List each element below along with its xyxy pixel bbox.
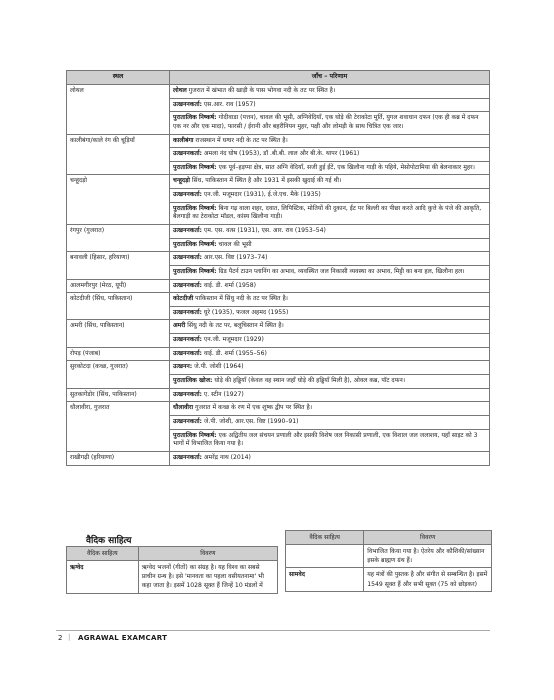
finding-label: उत्खननकर्ता: [173, 191, 202, 199]
table-row [67, 112, 490, 134]
vedic-header-row [286, 531, 492, 545]
vedic-desc: विभाजित किया गया है। ऐतरेय और कौशिकी/सांख्यान इसके ब्राह्मण ग्रंथ हैं। [364, 545, 492, 568]
vedic-name [286, 545, 364, 568]
site-name-cell [67, 415, 170, 429]
table-row [67, 361, 490, 375]
finding-cell [170, 112, 490, 134]
finding-cell [170, 148, 490, 162]
site-name-cell: सुरकोटदा (कच्छ, गुजरात) [67, 361, 170, 375]
site-name-cell [67, 189, 170, 203]
table-row [67, 202, 490, 224]
vedic-desc: ऋग्वेद भजनों (गीतों) का संग्रह है। यह विश्व का सबसे प्राचीन ग्रन्थ है। इसे 'मानवता का पहला वसीयतनामा' भी कहा जाता है। इसमें 1028 सूक्त हैं जिन्हें 10 मंडलों में [138, 561, 277, 593]
finding-cell [170, 415, 490, 429]
vedic-name: ऋग्वेद [67, 561, 139, 593]
finding-cell [170, 202, 490, 224]
finding-cell [170, 306, 490, 320]
table-row [67, 161, 490, 175]
finding-text: एस.आर. राव (1957) [201, 100, 256, 108]
finding-text: अमला नंद घोष (1953), डॉ .बी.बी. लाल और बी.के. थापर (1961) [201, 150, 360, 158]
finding-text: पाकिस्तान में सिंधु नदी के तट पर स्थित है। [193, 295, 288, 303]
table-row [67, 252, 490, 266]
finding-cell [170, 375, 490, 389]
vedic-desc: यह मंत्रों की पुस्तक है और संगीत से सम्बन्धित है। इसमें 1549 सूक्त हैं और सभी सूक्त (75 को छोड़कर) [364, 568, 492, 591]
finding-text: आर.एस. विष्ट (1973–74) [201, 254, 268, 262]
site-name-cell: रंगपुर (गुजरात) [67, 224, 170, 238]
finding-text: राजस्थान में घग्घर नदी के तट पर स्थित है। [193, 136, 288, 144]
site-name-cell [67, 161, 170, 175]
site-name-cell: अमरी (सिंध, पाकिस्तान) [67, 320, 170, 334]
vedic-name: सामवेद [286, 568, 364, 591]
site-name-cell [67, 148, 170, 162]
table-row [67, 320, 490, 334]
site-name-cell: रोपड़ (पंजाब) [67, 347, 170, 361]
finding-text: एक अद्वितीय जल संचयन प्रणाली और इसकी विशेष जल निकासी प्रणाली, एक विशाल जल जलाशय, यहाँ साइट को 3 भागों में विभाजित किया गया है। [173, 431, 478, 448]
site-name-cell: चन्हूदड़ो [67, 175, 170, 189]
finding-cell [170, 189, 490, 203]
table-row [67, 334, 490, 348]
site-name-cell [67, 98, 170, 112]
finding-text: ए. स्टीन (1927) [201, 390, 244, 398]
finding-cell [170, 361, 490, 375]
table-row [67, 415, 490, 429]
finding-text: एन.जी. मजूमदार (1931), ई.जे.एच. मैके (1935) [201, 191, 321, 199]
finding-text: अमरेंद्र नाथ (2014) [201, 453, 251, 461]
finding-text: एम. एस. वत्स (1931), एस. आर. राव (1953–54) [201, 226, 326, 234]
site-name-cell: आलमगीरपुर (मेरठ, यूपी) [67, 279, 170, 293]
finding-label: उत्खननकर्ता: [173, 336, 202, 344]
table-row [67, 388, 490, 402]
brand-logo-text: AGRAWAL EXAMCART [78, 634, 168, 642]
finding-label: उत्खननकर्ता: [173, 390, 202, 398]
finding-label: उत्खननकर्ता: [173, 226, 202, 234]
vedic-row [286, 545, 492, 568]
vedic-header-name: वैदिक साहित्य [67, 547, 139, 561]
table-header-row [67, 71, 490, 85]
table-row [67, 265, 490, 279]
finding-cell [170, 320, 490, 334]
site-name-cell [67, 265, 170, 279]
site-name-cell: धौलावीरा, गुजरात [67, 402, 170, 416]
finding-label: धौलावीरा [173, 404, 194, 412]
site-name-cell: लोथल [67, 84, 170, 98]
site-name-cell [67, 112, 170, 134]
finding-label: पुरातात्विक निष्कर्ष: [173, 240, 217, 248]
finding-text: जे.पी. जोशी (1964) [192, 363, 244, 371]
finding-text: चावल की भूसी [216, 240, 252, 248]
table-row [67, 134, 490, 148]
finding-cell [170, 175, 490, 189]
table-row [67, 238, 490, 252]
site-name-cell: कालीबंगा/काले रंग की चूड़ियाँ [67, 134, 170, 148]
table-row [67, 375, 490, 389]
finding-text: घोड़े की हड्डियाँ (केवल वह स्थान जहाँ घोड़े की हड्डियाँ मिली है), ओवल कब्र, पॉट दफन। [212, 377, 406, 385]
finding-cell [170, 224, 490, 238]
site-name-cell [67, 429, 170, 451]
vedic-table-left [66, 546, 278, 594]
table-row [67, 306, 490, 320]
vedic-row [67, 561, 278, 593]
finding-cell [170, 293, 490, 307]
finding-cell [170, 279, 490, 293]
footer-separator: | [68, 633, 71, 641]
vedic-header-name: वैदिक साहित्य [286, 531, 364, 545]
finding-label: उत्खननकर्ता: [173, 308, 202, 316]
site-name-cell [67, 306, 170, 320]
finding-cell [170, 98, 490, 112]
site-name-cell: राखीगढ़ी (हरियाणा) [67, 451, 170, 465]
finding-cell [170, 451, 490, 465]
vedic-header-desc: विवरण [138, 547, 277, 561]
site-name-cell [67, 375, 170, 389]
vedic-header-desc: विवरण [364, 531, 492, 545]
table-row [67, 189, 490, 203]
finding-label: उत्खननकर्ता: [173, 349, 202, 357]
finding-label: पुरातात्विक निष्कर्ष: [173, 431, 217, 439]
finding-cell [170, 265, 490, 279]
finding-cell [170, 238, 490, 252]
finding-label: कोटदीजी [173, 295, 194, 303]
finding-text: गुजरात में कच्छ के रण में एक शुष्क द्वीप पर स्थित है। [193, 404, 313, 412]
site-name-cell: सुतकागेंडोर (सिंध, पाकिस्तान) [67, 388, 170, 402]
table-row [67, 148, 490, 162]
finding-label: उत्खननकर्ता: [173, 254, 202, 262]
header-place: स्थल [67, 71, 170, 85]
finding-cell [170, 161, 490, 175]
table-row [67, 175, 490, 189]
site-name-cell: बनावली (हिसार, हरियाणा) [67, 252, 170, 266]
site-name-cell [67, 238, 170, 252]
page-footer [56, 630, 490, 643]
table-body [67, 84, 490, 465]
finding-label: पुरातात्विक निष्कर्ष: [173, 267, 217, 275]
site-name-cell [67, 202, 170, 224]
vedic-header-row [67, 547, 278, 561]
finding-label: कालीबंगा [173, 136, 194, 144]
page-number: 2 [58, 634, 63, 642]
site-name-cell [67, 334, 170, 348]
finding-text: सिंधु नदी के तट पर, बलूचिस्तान में स्थित है। [185, 322, 284, 330]
table-row [67, 451, 490, 465]
site-name-cell: कोटदीजी (सिंध, पाकिस्तान) [67, 293, 170, 307]
finding-label: उत्खननकर्ता: [173, 453, 202, 461]
finding-label: चन्हूदड़ो [173, 177, 191, 185]
finding-cell [170, 84, 490, 98]
table-row [67, 429, 490, 451]
table-row [67, 84, 490, 98]
table-row [67, 293, 490, 307]
finding-cell [170, 334, 490, 348]
vedic-table-right [285, 530, 492, 592]
finding-text: ग्रिड पैटर्न टाउन प्लानिंग का अभाव, व्यवस्थित जल निकासी व्यवस्था का अभाव, मिट्टी का बना हल, खिलौना हल। [216, 267, 465, 275]
finding-cell [170, 252, 490, 266]
section-title: वैदिक साहित्य [86, 536, 132, 546]
finding-label: उत्खननकर्ता: [173, 281, 202, 289]
finding-cell [170, 429, 490, 451]
finding-cell [170, 402, 490, 416]
finding-text: वाई. डी. शर्मा (1955–56) [201, 349, 267, 357]
finding-text: गोदीवाडा (पत्तन), चावल की भूसी, अग्निवेदियाँ, एक घोड़े की टेराकोटा मूर्ति, युगल शवाधान दफन (एक ही कब्र में दफन एक नर और एक मादा), फारसी / ईरानी और बहरीनियन मुहर, पक्षी और लोमड़ी के साथ चित्रित एक जार। [173, 114, 479, 130]
finding-label: अमरी [173, 322, 186, 330]
finding-text: वाई. डी. शर्मा (1958) [201, 281, 257, 289]
finding-label: उत्खननकर्ता: [173, 150, 202, 158]
finding-label: पुरातात्विक निष्कर्ष: [173, 204, 217, 212]
finding-label: पुरातात्विक खोज: [173, 377, 213, 385]
table-row [67, 347, 490, 361]
finding-text: जे.पी. जोशी, आर.एस. विष्ट (1990–91) [201, 417, 299, 425]
finding-text: बिना गढ़ वाला शहर, दवात, लिपिस्टिक, मोतियों की दुकान, ईंट पर बिल्ली का पीछा करते आदि कुत्ते के पंजे की आकृति, बैलगाड़ी का टेराकोटा मॉडल, कांस्य खिलौना गाड़ी। [173, 204, 482, 221]
finding-cell [170, 388, 490, 402]
vedic-row [286, 568, 492, 591]
header-findings: जाँच – परिणाम [170, 71, 490, 85]
table-row [67, 98, 490, 112]
finding-text: एक पूर्व–हड़प्पा क्षेत्र, सात अग्नि वेदियाँ, सजी हुई ईंटें, एक खिलौना गाड़ी के पहिये, मेसोपोटामिया की बेलनाकार मुहर। [216, 163, 475, 171]
finding-cell [170, 347, 490, 361]
finding-cell [170, 134, 490, 148]
finding-text: सिंध, पाकिस्तान में स्थित है और 1931 में इसकी खुदाई की गई थी। [190, 177, 342, 185]
finding-label: पुरातात्विक निष्कर्ष: [173, 163, 217, 171]
finding-label: उत्खनन: [173, 363, 193, 371]
finding-text: गुजरात में खंभात की खाड़ी के पास भोगवा नदी के तट पर स्थित है। [186, 86, 336, 94]
harappan-sites-table [66, 70, 490, 466]
finding-label: लोथल [173, 86, 187, 94]
table-row [67, 402, 490, 416]
finding-text: घुरे (1935), फजल अहमद (1955) [201, 308, 289, 316]
finding-text: एन.जी. मजूमदार (1929) [201, 336, 264, 344]
finding-label: उत्खननकर्ता: [173, 100, 202, 108]
table-row [67, 279, 490, 293]
finding-label: उत्खननकर्ता: [173, 417, 202, 425]
finding-label: पुरातात्विक निष्कर्ष: [173, 114, 217, 122]
table-row [67, 224, 490, 238]
